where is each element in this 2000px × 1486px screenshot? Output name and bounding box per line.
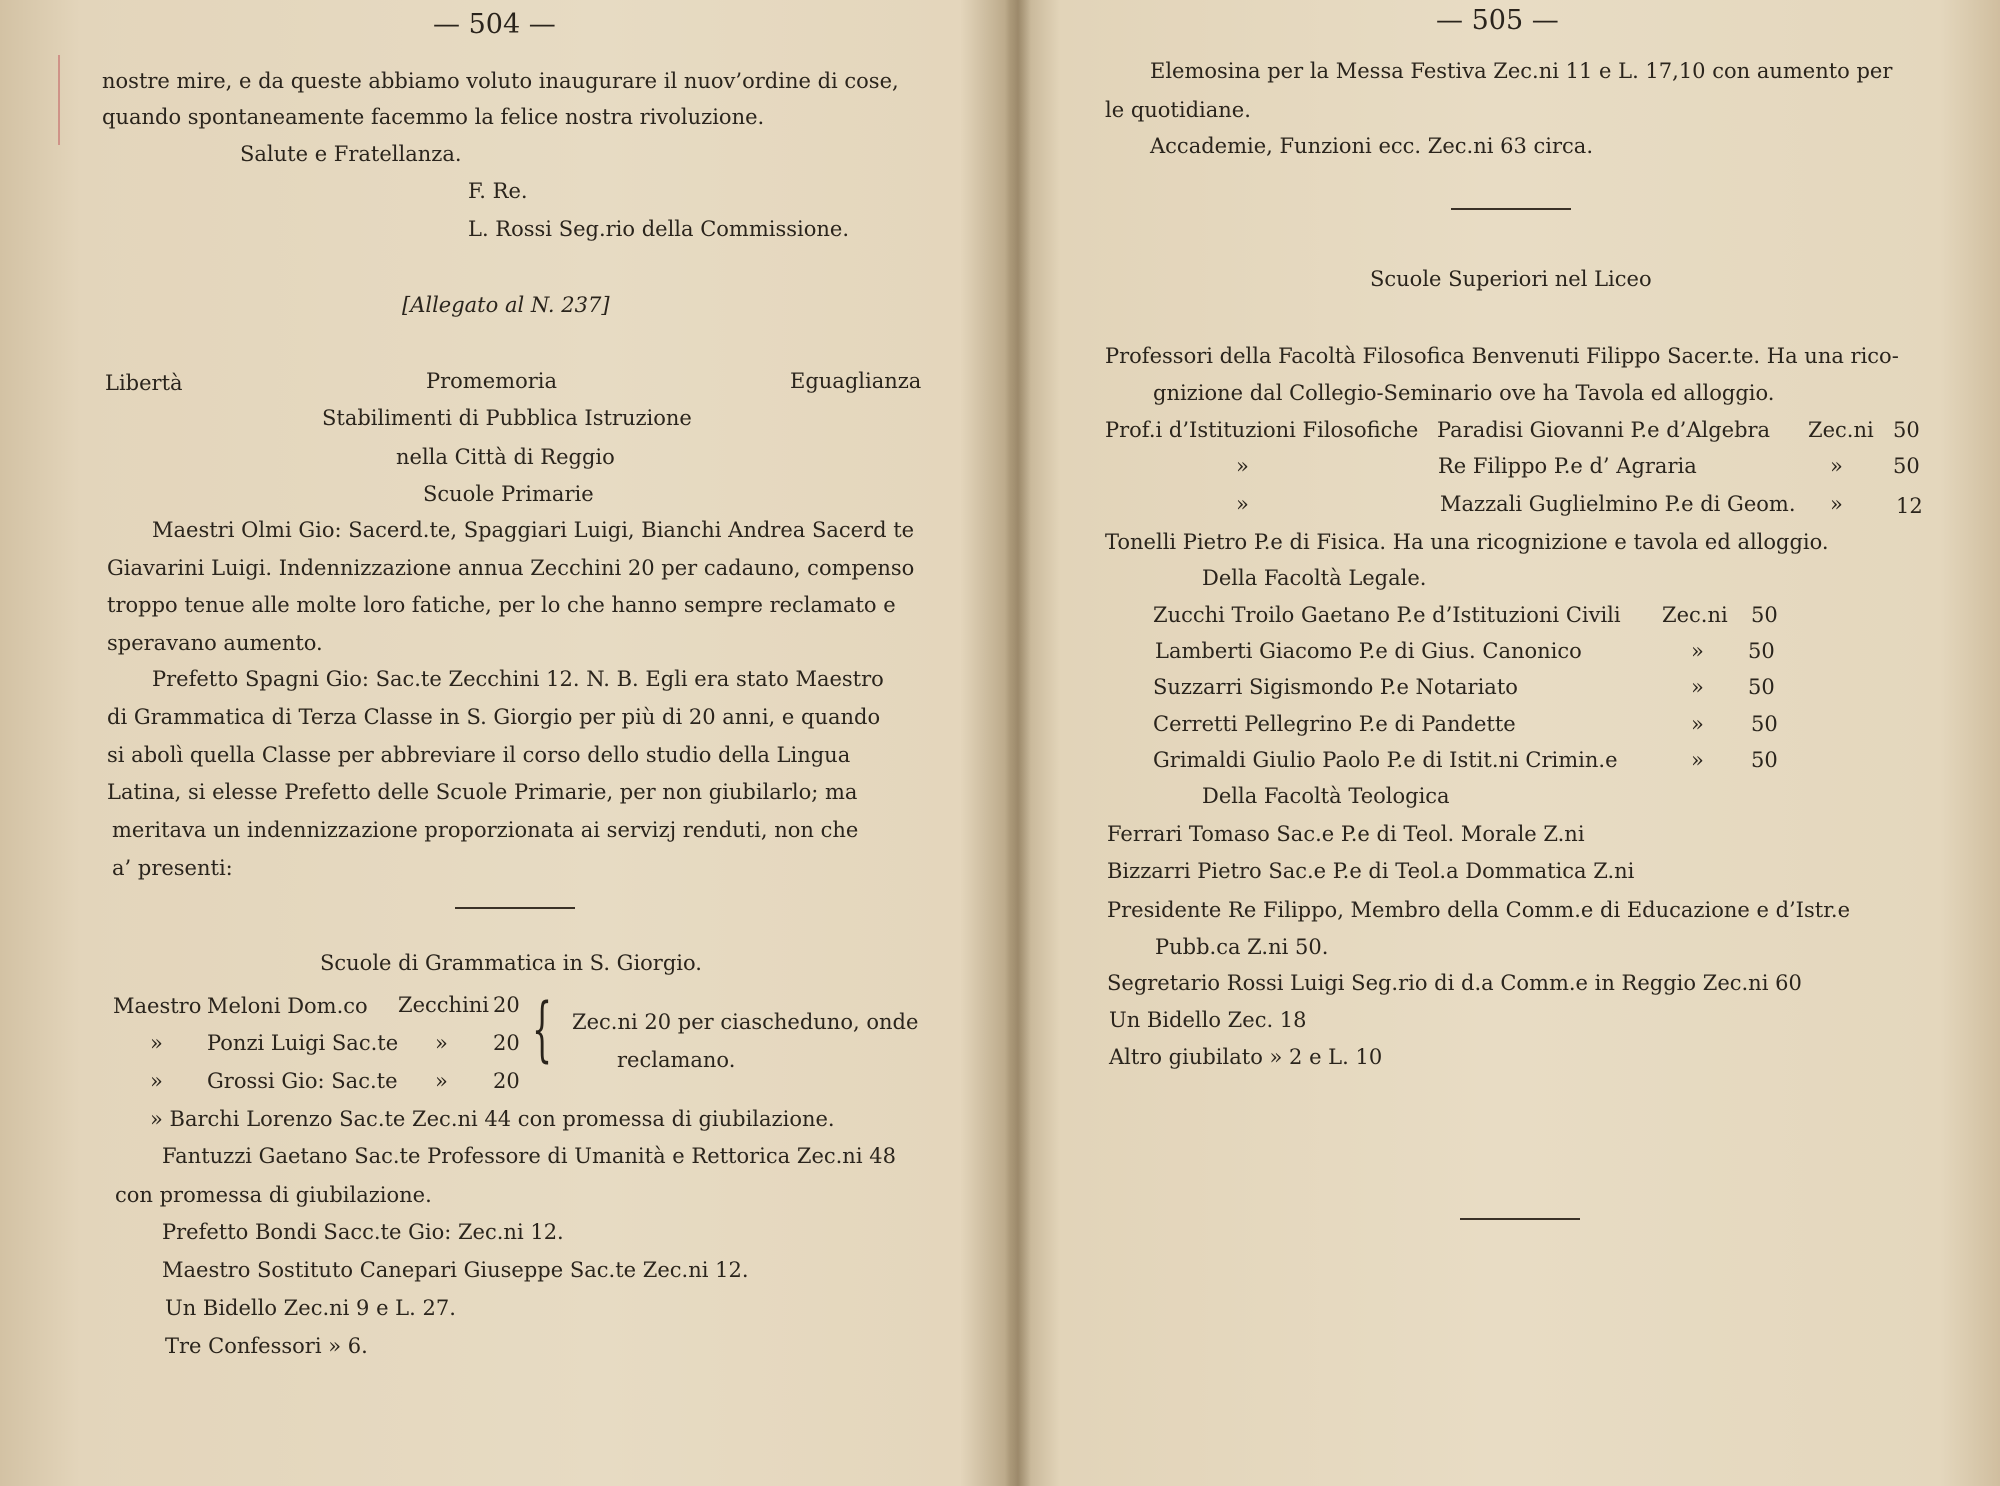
text-line: Latina, si elesse Prefetto delle Scuole Primarie, per non giubilarlo; ma (107, 780, 858, 804)
text-line: Fantuzzi Gaetano Sac.te Professore di Umanità e Rettorica Zec.ni 48 (162, 1144, 896, 1168)
table-cell-prefix: » (1236, 492, 1249, 516)
text-line: Pubb.ca Z.ni 50. (1155, 935, 1329, 959)
page-number: — 505 — (1436, 5, 1559, 36)
text-line: Giavarini Luigi. Indennizzazione annua Zecchini 20 per cadauno, compenso (107, 556, 915, 580)
text-line: Maestri Olmi Gio: Sacerd.te, Spaggiari Luigi, Bianchi Andrea Sacerd te (152, 518, 915, 542)
text-line: Elemosina per la Messa Festiva Zec.ni 11 e L. 17,10 con aumento per (1150, 59, 1893, 83)
section-heading: Stabilimenti di Pubblica Istruzione (322, 406, 692, 430)
table-cell-value: 20 (493, 1069, 520, 1093)
text-line: con promessa di giubilazione. (115, 1183, 432, 1207)
text-line: speravano aumento. (107, 631, 323, 655)
text-line: di Grammatica di Terza Classe in S. Giorgio per più di 20 anni, e quando (107, 705, 881, 729)
section-heading: Scuole Primarie (423, 482, 594, 506)
right-page (1018, 0, 2000, 1486)
text-line: Altro giubilato » 2 e L. 10 (1109, 1045, 1383, 1069)
document-title: Promemoria (426, 369, 557, 393)
brace-note: Zec.ni 20 per ciascheduno, onde (572, 1010, 919, 1034)
section-heading: nella Città di Reggio (396, 445, 615, 469)
table-cell-name: Ponzi Luigi Sac.te (207, 1031, 399, 1055)
text-line: a’ presenti: (112, 856, 233, 880)
table-cell-name: Grossi Gio: Sac.te (207, 1069, 398, 1093)
motto-left: Libertà (105, 371, 183, 395)
table-cell-unit: Zec.ni (1662, 603, 1728, 627)
text-line: Presidente Re Filippo, Membro della Comm.e di Educazione e d’Istr.e (1107, 898, 1851, 922)
text-line: Un Bidello Zec. 18 (1109, 1008, 1307, 1032)
table-cell-name: Meloni Dom.co (207, 994, 368, 1018)
table-cell-unit: Zecchini (398, 993, 490, 1017)
text-line: Segretario Rossi Luigi Seg.rio di d.a Comm.e in Reggio Zec.ni 60 (1107, 971, 1802, 995)
table-cell-value: 12 (1896, 494, 1923, 518)
table-cell-value: 50 (1751, 603, 1778, 627)
table-cell-name: Grimaldi Giulio Paolo P.e di Istit.ni Crimin.e (1153, 748, 1618, 772)
table-cell-mark: » (150, 1031, 163, 1055)
section-divider (455, 907, 575, 909)
text-line: Accademie, Funzioni ecc. Zec.ni 63 circa. (1150, 134, 1593, 158)
table-cell-name: Zucchi Troilo Gaetano P.e d’Istituzioni Civili (1153, 603, 1621, 627)
text-line: Ferrari Tomaso Sac.e P.e di Teol. Morale Z.ni (1107, 822, 1585, 846)
table-cell-unit: » (435, 1031, 448, 1055)
subsection-heading: Della Facoltà Legale. (1202, 566, 1427, 590)
signature-line: L. Rossi Seg.rio della Commissione. (468, 217, 849, 241)
table-cell-unit: » (1830, 492, 1843, 516)
text-line: troppo tenue alle molte loro fatiche, per lo che hanno sempre reclamato e (107, 593, 896, 617)
table-cell-value: 50 (1748, 675, 1775, 699)
table-cell-mark: Maestro (113, 994, 202, 1018)
table-cell-value: 50 (1751, 748, 1778, 772)
table-cell-prefix: Prof.i d’Istituzioni Filosofiche (1105, 418, 1419, 442)
table-cell-unit: » (1691, 712, 1704, 736)
text-line: Tonelli Pietro P.e di Fisica. Ha una ricognizione e tavola ed alloggio. (1105, 530, 1829, 554)
table-cell-unit: » (1691, 675, 1704, 699)
table-cell-unit: Zec.ni (1808, 418, 1874, 442)
section-heading: Scuole di Grammatica in S. Giorgio. (320, 951, 702, 975)
text-line: le quotidiane. (1105, 98, 1251, 122)
text-line: Professori della Facoltà Filosofica Benvenuti Filippo Sacer.te. Ha una rico- (1105, 344, 1899, 368)
table-cell-unit: » (1691, 639, 1704, 663)
table-cell-value: 50 (1751, 712, 1778, 736)
table-cell-mark: » (150, 1069, 163, 1093)
margin-mark (58, 55, 60, 145)
text-line: Tre Confessori » 6. (165, 1334, 368, 1358)
text-line: nostre mire, e da queste abbiamo voluto inaugurare il nuov’ordine di cose, (102, 69, 899, 93)
subsection-heading: Della Facoltà Teologica (1202, 784, 1450, 808)
closing-salutation: Salute e Fratellanza. (240, 142, 462, 166)
text-line: meritava un indennizzazione proporzionata ai servizj renduti, non che (112, 818, 859, 842)
signature-line: F. Re. (468, 179, 528, 203)
text-line: Bizzarri Pietro Sac.e P.e di Teol.a Dommatica Z.ni (1107, 859, 1635, 883)
section-heading: Scuole Superiori nel Liceo (1370, 267, 1652, 291)
table-cell-unit: » (1691, 748, 1704, 772)
section-divider (1451, 208, 1571, 210)
curly-brace: { (532, 988, 553, 1070)
text-line: Un Bidello Zec.ni 9 e L. 27. (165, 1296, 456, 1320)
table-cell-unit: » (435, 1069, 448, 1093)
table-cell-name: Lamberti Giacomo P.e di Gius. Canonico (1155, 639, 1582, 663)
table-cell-value: 20 (493, 993, 520, 1017)
text-line: Prefetto Bondi Sacc.te Gio: Zec.ni 12. (162, 1220, 564, 1244)
table-cell-unit: » (1830, 454, 1843, 478)
table-cell-name: Suzzarri Sigismondo P.e Notariato (1153, 675, 1518, 699)
table-cell-value: 50 (1748, 639, 1775, 663)
text-line: Prefetto Spagni Gio: Sac.te Zecchini 12. N. B. Egli era stato Maestro (152, 667, 884, 691)
table-cell-name: Re Filippo P.e d’ Agraria (1438, 454, 1697, 478)
brace-note: reclamano. (617, 1048, 736, 1072)
table-cell-value: 50 (1893, 418, 1920, 442)
page-number: — 504 — (433, 9, 556, 40)
text-line: Maestro Sostituto Canepari Giuseppe Sac.te Zec.ni 12. (162, 1258, 749, 1282)
text-line: quando spontaneamente facemmo la felice nostra rivoluzione. (102, 105, 765, 129)
attachment-note: [Allegato al N. 237] (402, 293, 610, 317)
section-divider (1460, 1218, 1580, 1220)
text-line: gnizione dal Collegio-Seminario ove ha Tavola ed alloggio. (1153, 381, 1775, 405)
table-cell-name: Mazzali Guglielmino P.e di Geom. (1440, 492, 1796, 516)
text-line: si abolì quella Classe per abbreviare il corso dello studio della Lingua (107, 743, 851, 767)
table-cell-value: 20 (493, 1031, 520, 1055)
table-cell-value: 50 (1893, 454, 1920, 478)
table-cell-prefix: » (1236, 454, 1249, 478)
table-cell-name: Cerretti Pellegrino P.e di Pandette (1153, 712, 1516, 736)
text-line: » Barchi Lorenzo Sac.te Zec.ni 44 con promessa di giubilazione. (150, 1107, 835, 1131)
motto-right: Eguaglianza (790, 369, 922, 393)
table-cell-name: Paradisi Giovanni P.e d’Algebra (1437, 418, 1771, 442)
